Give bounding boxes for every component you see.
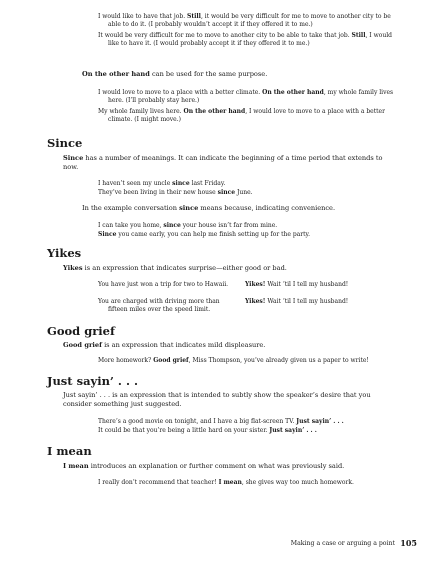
good-grief-example: More homework? Good grief, Miss Thompson, you’ve already given us a paper to write! (98, 357, 369, 364)
good-grief-heading: Good grief (47, 324, 115, 338)
footer-section-title: Making a case or arguing a point (290, 540, 395, 547)
yikes-definition: Yikes is an expression that indicates surprise—either good or bad. (63, 264, 287, 272)
other-hand-example-2: My whole family lives here. On the other hand, I would love to move to a place with a better climate. (I might move.) (98, 108, 385, 123)
just-sayin-heading: Just sayin’ . . . (47, 374, 138, 388)
i-mean-heading: I mean (47, 444, 92, 458)
yikes-situation-1: You have just won a trip for two to Hawaii. (98, 281, 229, 288)
i-mean-definition: I mean introduces an explanation or further comment on what was previously said. (63, 462, 345, 470)
other-hand-example-1: I would love to move to a place with a better climate. On the other hand, my whole family lives here. (I’ll probably stay here.) (98, 89, 394, 104)
yikes-response-2: Yikes! Wait ’til I tell my husband! (245, 298, 349, 305)
since-conversation-note: In the example conversation since means because, indicating convenience. (82, 204, 336, 212)
still-example-2: It would be very difficult for me to move to another city to be able to take that job. Still, I would like to have it. (I would probably accept it if they offered it to me.) (98, 32, 392, 47)
yikes-response-1: Yikes! Wait ’til I tell my husband! (245, 281, 349, 288)
since-heading: Since (47, 136, 83, 150)
good-grief-definition: Good grief is an expression that indicates mild displeasure. (63, 341, 266, 349)
page-number: 105 (400, 538, 417, 548)
since-definition: Since has a number of meanings. It can indicate the beginning of a time period that extends to now. (63, 154, 383, 171)
other-hand-intro: On the other hand can be used for the same purpose. (82, 70, 268, 78)
just-sayin-example-2: It could be that you’re being a little hard on your sister. Just sayin’ . . . (98, 427, 317, 434)
just-sayin-definition: Just sayin’ . . . is an expression that is intended to subtly show the speaker’s desire that you consider something just suggested. (63, 391, 371, 408)
since-example-4: Since you came early, you can help me finish setting up for the party. (98, 231, 311, 238)
still-example-1: I would like to have that job. Still, it would be very difficult for me to move to another city to be able to do it. (I probably wouldn’t accept it if they offered it to me.) (98, 13, 391, 28)
since-example-2: They’ve been living in their new house since June. (98, 189, 253, 196)
i-mean-example: I really don’t recommend that teacher! I mean, she gives way too much homework. (98, 479, 354, 486)
since-example-1: I haven’t seen my uncle since last Friday. (98, 180, 226, 187)
just-sayin-example-1: There’s a good movie on tonight, and I have a big flat-screen TV. Just sayin’ . . . (98, 418, 344, 425)
yikes-heading: Yikes (47, 246, 82, 260)
yikes-situation-2: You are charged with driving more than fifteen miles over the speed limit. (98, 298, 220, 313)
since-example-3: I can take you home, since your house isn’t far from mine. (98, 222, 278, 229)
